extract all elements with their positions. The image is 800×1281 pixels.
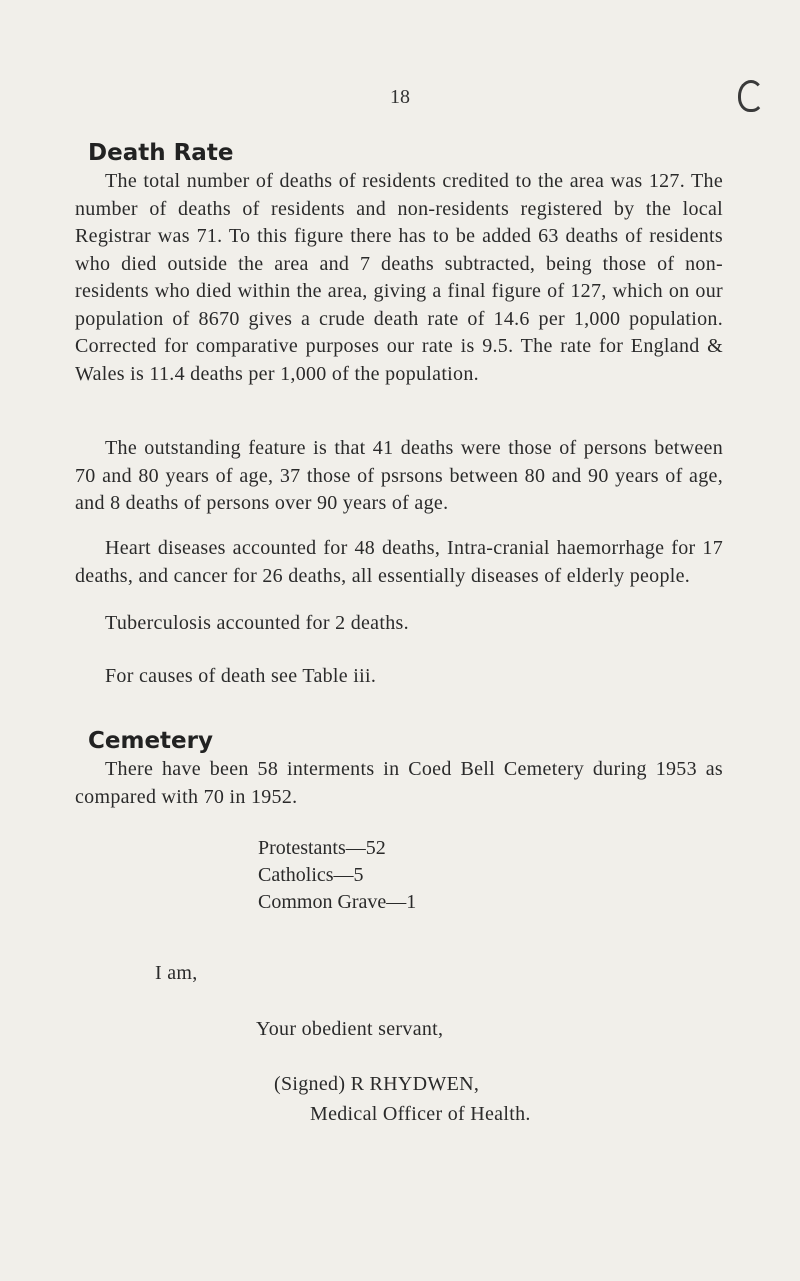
signatory-title: Medical Officer of Health. [310,1103,531,1125]
closing-i-am: I am, [155,962,198,984]
catholics-count: Catholics—5 [258,864,364,886]
protestants-count: Protestants—52 [258,837,386,859]
cemetery-paragraph: There have been 58 interments in Coed Bell Cemetery during 1953 as compared with 70 in 1952. [75,758,723,808]
interments-breakdown [258,835,416,916]
common-grave-count: Common Grave—1 [258,891,417,913]
death-rate-paragraph-1: The total number of deaths of residents credited to the area was 127. The number of deaths of residents and non-residents registered by the local Registrar was 71. To this figure there has to be added 63 deaths of residents who died outside the area and 7 deaths subtracted, being those of non-residents who died within the area, giving a final figure of 127, which on our population of 8670 gives a crude death rate of 14.6 per 1,000 population. Corrected for comparative purposes our rate is 9.5. The rate for England & Wales is 11.4 deaths per 1,000 of the population. [75,170,723,385]
page-number: 18 [390,86,410,108]
signature-line: (Signed) R RHYDWEN, [274,1073,480,1095]
death-rate-paragraph-5: For causes of death see Table iii. [105,665,377,687]
death-rate-paragraph-4: Tuberculosis accounted for 2 deaths. [105,612,409,634]
closing-servant: Your obedient servant, [256,1018,444,1040]
cemetery-heading: Cemetery [88,728,213,754]
page-corner-mark [738,80,764,112]
death-rate-paragraph-2: The outstanding feature is that 41 deaths were those of persons between 70 and 80 years of age, 37 those of psrsons between 80 and 90 years of age, and 8 deaths of persons over 90 years of age. [75,437,723,514]
death-rate-paragraph-3: Heart diseases accounted for 48 deaths, Intra-cranial haemorrhage for 17 deaths, and cancer for 26 deaths, all essentially diseases of elderly people. [75,537,723,587]
death-rate-heading: Death Rate [88,140,234,166]
